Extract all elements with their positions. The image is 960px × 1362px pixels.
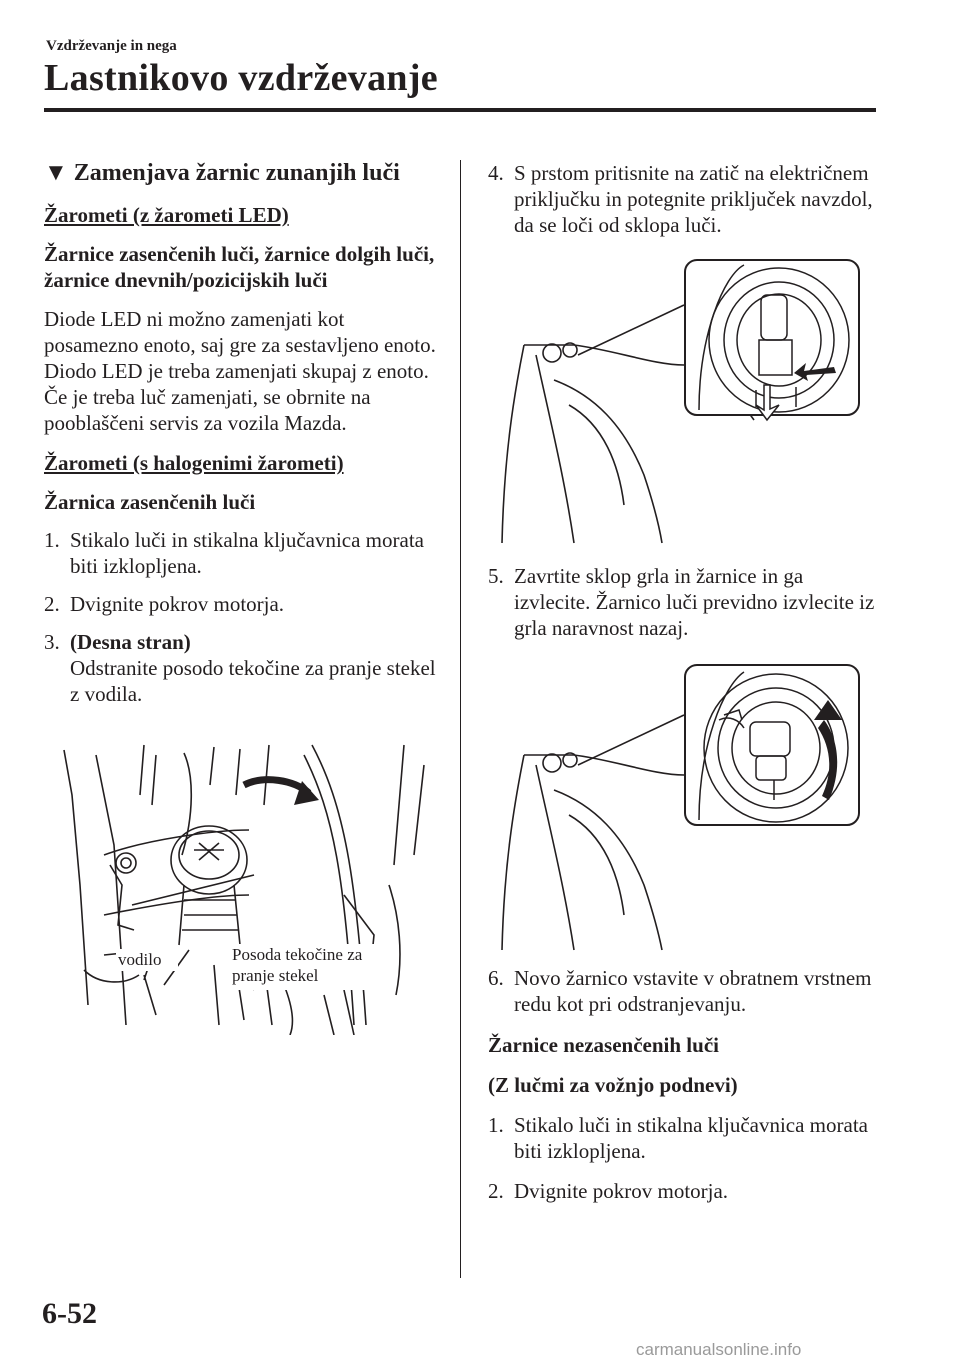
step-text: S prstom pritisnite na zatič na električnem priključku in potegnite priključek navzdol, da se loči od sklopa luči. <box>514 161 873 237</box>
drl-note: (Z lučmi za vožnjo podnevi) <box>488 1073 738 1097</box>
low-beam-heading: Žarnica zasenčenih luči <box>44 490 256 514</box>
led-paragraph: Diode LED ni možno zamenjati kot posamezno enoto, saj gre za sestavljeno enoto. Diodo LED je treba zamenjati skupaj z enoto. Če je treba luč zamenjati, se obrnite na pooblaščeni servis za vozila Mazda. <box>44 307 436 435</box>
step-bold: (Desna stran) <box>70 630 191 654</box>
page-number: 6-52 <box>42 1297 97 1330</box>
section-label: Vzdrževanje in nega <box>46 38 177 54</box>
step-item <box>44 527 444 579</box>
step6-block <box>488 965 878 1204</box>
step-number: 1. <box>44 528 60 552</box>
step-number: 5. <box>488 564 504 588</box>
step-number: 1. <box>488 1113 504 1137</box>
column-divider <box>460 160 461 1278</box>
step-text: Novo žarnico vstavite v obratnem vrstnem redu kot pri odstranjevanju. <box>514 966 872 1016</box>
step-number: 4. <box>488 161 504 185</box>
bulb-removal-illustration <box>494 660 864 952</box>
page-title: Lastnikovo vzdrževanje <box>44 57 438 99</box>
step-number: 3. <box>44 630 60 654</box>
step-text: Dvignite pokrov motorja. <box>514 1179 729 1203</box>
step-item <box>488 563 878 641</box>
washer-tank-illustration <box>44 735 444 1035</box>
guide-label: vodilo <box>118 950 162 969</box>
step-item <box>488 160 878 238</box>
connector-illustration <box>494 255 864 545</box>
step-text: Dvignite pokrov motorja. <box>70 592 285 616</box>
tank-label-line1: Posoda tekočine za <box>232 945 363 964</box>
step-number: 6. <box>488 966 504 990</box>
left-column <box>44 160 444 707</box>
bulb-types-heading: Žarnice zasenčenih luči, žarnice dolgih luči, žarnice dnevnih/pozicijskih luči <box>44 242 435 292</box>
step-number: 2. <box>44 592 60 616</box>
step-item <box>488 965 878 1017</box>
step5-block <box>488 563 878 641</box>
subheading-halogen: Žarometi (s halogenimi žarometi) <box>44 451 344 475</box>
step-text: Stikalo luči in stikalna ključavnica morata biti izklopljena. <box>70 528 424 578</box>
tank-label-line2: pranje stekel <box>232 966 319 985</box>
high-beam-heading: Žarnice nezasenčenih luči <box>488 1033 719 1057</box>
step-item <box>488 1178 878 1204</box>
subheading-led: Žarometi (z žarometi LED) <box>44 203 289 227</box>
title-rule <box>44 108 876 112</box>
watermark: carmanualsonline.info <box>636 1340 802 1359</box>
step4-block <box>488 160 878 238</box>
step-text: Stikalo luči in stikalna ključavnica morata biti izklopljena. <box>514 1113 868 1163</box>
step-number: 2. <box>488 1179 504 1203</box>
step-item <box>488 1112 878 1164</box>
step-item <box>44 591 444 617</box>
step-text: Zavrtite sklop grla in žarnice in ga izvlecite. Žarnico luči previdno izvlecite iz grla naravnost nazaj. <box>514 564 875 640</box>
step-text: Odstranite posodo tekočine za pranje stekel z vodila. <box>70 656 436 706</box>
section-heading: ▼ Zamenjava žarnic zunanjih luči <box>44 160 400 186</box>
step-item <box>44 629 444 707</box>
